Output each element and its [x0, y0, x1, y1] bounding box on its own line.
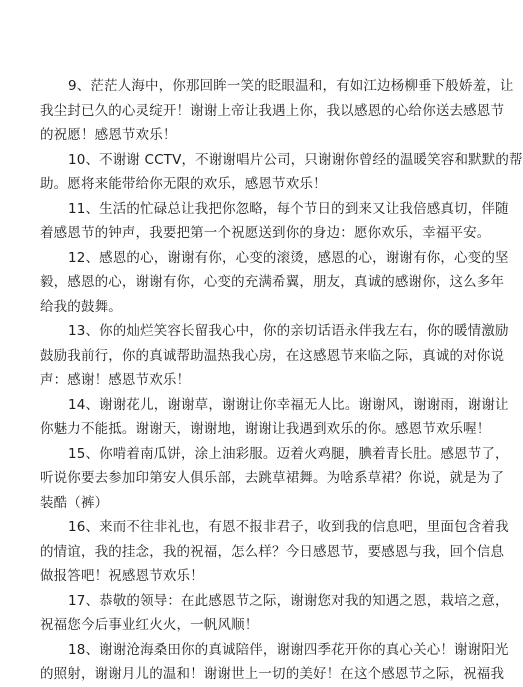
text-line: 声：感谢！感恩节欢乐！	[40, 372, 191, 388]
text-line: 17、恭敬的领导：在此感恩节之际，谢谢您对我的知遇之恩，栽培之意，	[68, 592, 509, 609]
paragraph	[40, 589, 509, 638]
text-line: 的照射，谢谢月儿的温和！谢谢世上一切的美好！在这个感恩节之际，祝福我	[40, 666, 505, 682]
text-line: 着感恩节的钟声，我要把第一个祝愿送到你的身边：愿你欢乐，幸福平安。	[40, 225, 491, 241]
paragraph	[40, 393, 509, 442]
text-line: 鼓励我前行，你的真诚帮助温热我心房，在这感恩节来临之际，真诚的对你说	[40, 347, 505, 364]
paragraph	[40, 442, 509, 516]
paragraph	[40, 197, 509, 246]
text-line: 的情谊，我的挂念，我的祝福，怎么样？今日感恩节，要感恩与我，回个信息	[40, 543, 505, 560]
text-line: 助。愿将来能带给你无限的欢乐，感恩节欢乐！	[40, 176, 327, 192]
text-line: 15、你啃着南瓜饼，涂上油彩服。迈着火鸡腿，腆着青长肚。感恩节了，	[68, 445, 509, 462]
text-line: 14、谢谢花儿，谢谢草，谢谢让你幸福无人比。谢谢风，谢谢雨，谢谢让	[68, 396, 509, 413]
paragraph	[40, 319, 509, 393]
text-line: 做报答吧！祝感恩节欢乐！	[40, 568, 204, 584]
text-line: 9、茫茫人海中，你那回眸一笑的眨眼温和，有如江边杨柳垂下般娇羞，让	[68, 78, 514, 94]
text-line: 祝福您今后事业红火火，一帆风顺！	[40, 617, 259, 633]
text-line: 毅，感恩的心，谢谢有你，心变的充满希翼，朋友，真诚的感谢你，这么多年	[40, 274, 505, 290]
text-line: 你魅力不能抵。谢谢天，谢谢地，谢谢让我遇到欢乐的你。感恩节欢乐喔！	[40, 421, 491, 437]
text-line: 11、生活的忙碌总让我把你忽略，每个节日的到来又让我倍感真切，伴随	[68, 200, 509, 217]
text-line: 给我的鼓舞。	[40, 298, 122, 315]
text-line: 12、感恩的心，谢谢有你，心变的滚烫，感恩的心，谢谢有你，心变的坚	[68, 249, 509, 266]
paragraph	[40, 515, 509, 589]
text-line: 18、谢谢沧海桑田你的真诚陪伴，谢谢四季花开你的真心关心！谢谢阳光	[68, 641, 509, 658]
text-line: 听说你要去参加印第安人俱乐部，去跳草裙舞。为啥系草裙？你说，就是为了	[40, 470, 505, 486]
paragraph	[40, 638, 509, 687]
document-body	[40, 74, 523, 687]
text-line: 装酷（裤）	[40, 494, 109, 511]
paragraph	[40, 148, 523, 197]
text-line: 我尘封已久的心灵绽开！谢谢上帝让我遇上你，我以感恩的心给你送去感恩节	[40, 102, 505, 119]
text-line: 13、你的灿烂笑容长留我心中，你的亲切话语永伴我左右，你的暖情激励	[68, 323, 509, 339]
paragraph	[40, 74, 514, 148]
text-line: 10、不谢谢 CCTV，不谢谢唱片公司，只谢谢你曾经的温暖笑容和默默的帮	[68, 151, 523, 168]
text-line: 的祝愿！感恩节欢乐！	[40, 127, 177, 143]
paragraph	[40, 246, 509, 320]
text-line: 16、来而不往非礼也，有恩不报非君子，收到我的信息吧，里面包含着我	[68, 519, 509, 535]
